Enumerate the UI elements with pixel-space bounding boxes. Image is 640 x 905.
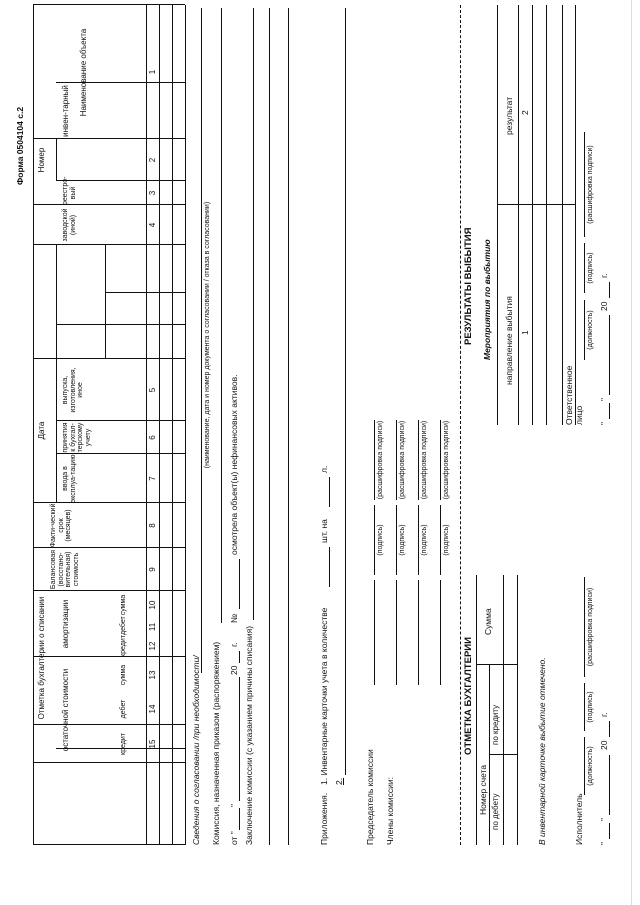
table-number-row-line [146,5,147,845]
attachment-item-2-line[interactable] [345,8,346,775]
group-number-header: Номер [37,147,46,173]
member3-sign-caption: (подпись) [443,524,450,556]
results-subtitle: Мероприятия по выбытию [482,239,492,360]
table-data-row1-line [159,5,160,845]
col-number-10: 10 [148,600,157,610]
conclusion-label: Заключение комиссии (с указанием причины списания) [244,625,254,845]
results-col-2: 2 [520,110,530,115]
sum-header: Сумма [483,608,493,635]
col-accept-header: принятия к бухгал-терскому учету [62,422,93,453]
results-title: РЕЗУЛЬТАТЫ ВЫБЫТИЯ [463,227,474,345]
col-sum-resid: сумма [120,664,127,686]
member1-decode-caption: (расшифровка подписи) [399,420,406,500]
executor-sign-caption: (подпись) [587,691,594,723]
executor-date-quote-close: " [599,817,609,821]
col-debit-resid: дебет [120,699,127,719]
form-title: Форма 0504104 с.2 [15,106,25,185]
member2-decode-caption: (расшифровка подписи) [421,420,428,500]
direction-header: направление выбытия [504,296,514,385]
col-credit-amort: кредит [120,635,127,657]
executor-label: Исполнитель [574,793,584,845]
commission-order-text: Комиссия, назначенная приказом (распоряжением) [211,641,221,845]
accounting-title: ОТМЕТКА БУХГАЛТЕРИИ [463,637,474,755]
col-number-7: 7 [148,476,157,481]
col-sum-amort: сумма [120,594,127,616]
by-debit-header: по дебету [491,793,500,830]
col-number-8: 8 [148,523,157,528]
col-number-12: 12 [148,641,157,651]
attachment-count-field[interactable] [329,547,330,587]
responsible-year-prefix: 20 [599,301,609,311]
col-number-14: 14 [148,704,157,714]
chairman-position-line[interactable] [374,580,375,685]
chairman-decode-line[interactable] [374,420,375,500]
col-number-3: 3 [148,190,157,196]
conclusion-line-3[interactable] [288,8,289,845]
responsible-position-line[interactable] [584,300,585,360]
col-number-6: 6 [148,435,157,440]
responsible-position-caption: (должность) [587,310,594,350]
responsible-decode-line[interactable] [584,132,585,237]
col-inventory-header: инвен-тарный [61,85,70,137]
group-amortization-header: амортизации [61,599,70,649]
col-factory-header: заводской (иной) [62,208,77,242]
member2-sign-caption: (подпись) [421,524,428,556]
approval-line [201,8,202,673]
date-month-field[interactable] [239,677,240,801]
conclusion-line-2[interactable] [269,8,270,845]
member1-sign-caption: (подпись) [399,524,406,556]
results-col-1: 1 [520,330,530,335]
group-accounting-mark-header: Отметка бухгалтерии о списании [37,596,46,720]
responsible-year-suffix: г. [599,273,609,278]
responsible-sign-caption: (подпись) [587,252,594,284]
scan-edge [631,0,632,905]
group-date-header: Дата [37,421,46,440]
col-credit-resid: кредит [120,733,127,755]
table-top-border [33,5,34,845]
date-from-label: от " [229,831,239,845]
table-bottom-border [185,5,186,845]
executor-decode-caption: (расшифровка подписи) [587,587,594,667]
executor-year-suffix: г. [599,712,609,717]
commission-order-line [221,8,222,623]
attachments-label: Приложения. [319,792,329,845]
col-number-13: 13 [148,670,157,680]
executor-date-quote-open: " [599,841,609,845]
account-number-header: Номер счета [478,764,488,815]
responsible-label-1: Ответственное [564,365,574,425]
attachment-item-2: 2. [334,777,344,785]
col-balance-header: Балансовая (восстано-вительная) стоимость [50,549,81,590]
executor-position-caption: (должность) [587,746,594,786]
date-day-field[interactable] [239,808,240,830]
chairman-sign-line[interactable] [374,505,375,575]
group-residual-header: остаточной стоимости [61,668,70,752]
col-commission-header: ввода в эксплуа-тацию [62,454,77,503]
col-number-15: 15 [148,739,157,749]
responsible-date-quote-open: " [599,421,609,425]
col-number-9: 9 [148,567,157,572]
col-number-5: 5 [148,387,157,393]
responsible-sign-line[interactable] [584,243,585,293]
col-registry-header: реестро-вый [62,176,77,205]
col-number-11: 11 [148,622,157,632]
chairman-sign-caption: (подпись) [377,524,384,556]
subgroup-line [105,245,106,359]
col-number-1: 1 [148,69,157,75]
examined-text: осмотрела объект(ы) нефинансовых активов. [229,374,239,555]
group-line-number [56,139,57,181]
group-line-accounting [56,245,57,359]
executor-decode-line[interactable] [584,577,585,677]
member3-decode-caption: (расшифровка подписи) [443,420,450,500]
members-label: Члены комиссии: [385,776,395,845]
by-credit-header: по кредиту [491,704,500,745]
col-number-4: 4 [148,222,157,228]
attachment-pcs: шт. на [319,519,329,543]
date-quote-close: " [229,803,239,807]
col-name-header: Наименование объекта [79,28,88,117]
attachment-sheets-field[interactable] [329,477,330,507]
group-line-date [56,358,57,503]
date-year-suffix: г. [229,642,239,647]
chairman-decode-caption: (расшифровка подписи) [377,420,384,500]
executor-year-prefix: 20 [599,740,609,750]
col-number-2: 2 [148,157,157,163]
attachment-item-1: 1. Инвентарные карточки учета в количестве [319,607,329,785]
responsible-date-quote-close: " [599,397,609,401]
responsible-label-2: лицо [574,405,584,425]
executor-position-line[interactable] [584,737,585,795]
approval-caption: (наименование, дата и номер документа о согласовании / отказа в согласовании) [204,201,211,469]
date-year-field[interactable] [239,651,240,663]
order-number-field[interactable] [239,559,240,609]
approval-title: Сведения о согласовании /при необходимости/ [191,655,201,845]
conclusion-line-1[interactable] [253,8,254,620]
chairman-label: Председатель комиссии [365,749,375,845]
card-note: В инвентарной карточке выбытие отмечено. [537,657,547,845]
dashed-separator [460,5,461,845]
date-year-prefix: 20 [229,665,239,675]
responsible-decode-caption: (расшифровка подписи) [587,145,594,224]
result-header: результат [504,96,514,135]
executor-sign-line[interactable] [584,683,585,731]
number-sign: № [229,613,239,623]
col-actual-term-header: Факти-ческий срок (месяцев) [50,503,73,548]
table-data-row2-line [172,5,173,845]
col-debit-amort: дебет [120,616,127,635]
col-release-header: выпуска, изготовления, иное [62,367,85,413]
attachment-sheets: л. [319,465,329,473]
